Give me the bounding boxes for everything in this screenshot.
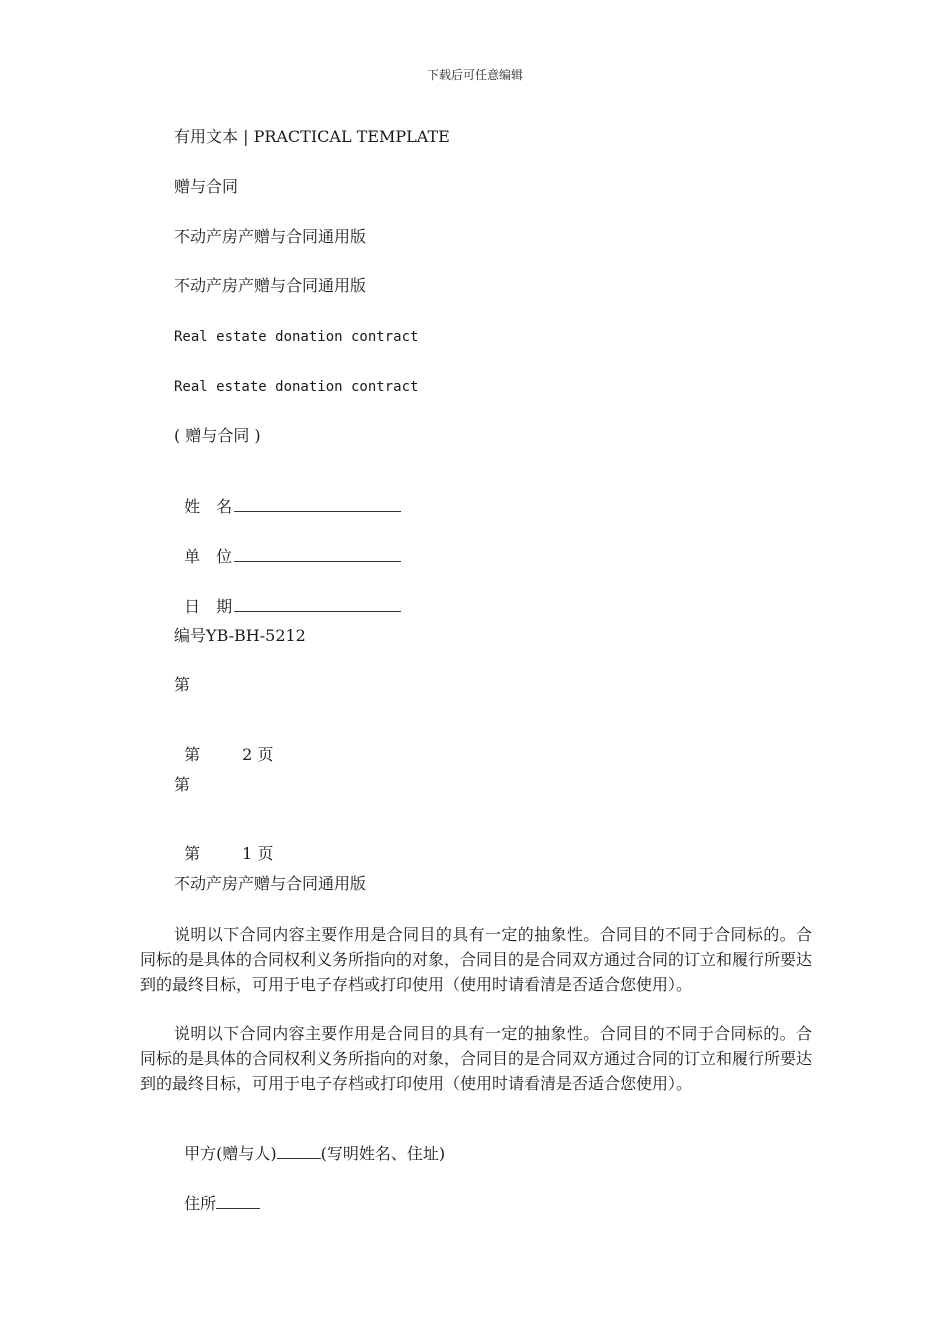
category-line: 有用文本 | PRACTICAL TEMPLATE [174, 127, 450, 146]
party-a-blank[interactable] [277, 1143, 321, 1159]
page-marker-2-number: 2 页 [242, 745, 274, 764]
section-title: 不动产房产赠与合同通用版 [174, 874, 367, 893]
title-cn-2: 不动产房产赠与合同通用版 [174, 276, 367, 295]
residence-label: 住所 [184, 1194, 217, 1213]
residence-line [174, 1173, 260, 1214]
serial-number: 编号YB-BH-5212 [174, 626, 306, 645]
party-a-note: (写明姓名、住址) [320, 1144, 446, 1163]
field-name-blank[interactable] [234, 496, 401, 512]
field-name [174, 476, 401, 517]
page-marker-1: 第 [174, 675, 191, 694]
party-a-line [174, 1123, 445, 1164]
field-date-blank[interactable] [234, 596, 401, 612]
field-date-label: 日 期 [184, 597, 233, 616]
page-marker-2-word: 第 [184, 745, 201, 764]
residence-blank[interactable] [216, 1193, 260, 1209]
field-unit-blank[interactable] [234, 546, 401, 562]
page-marker-3: 第 [174, 775, 191, 794]
subtitle: ( 赠与合同 ) [174, 426, 261, 445]
field-name-label: 姓 名 [184, 497, 233, 516]
page-marker-2 [174, 725, 273, 765]
title-cn-1: 不动产房产赠与合同通用版 [174, 227, 367, 246]
party-a-label: 甲方(赠与人) [184, 1144, 277, 1163]
description-paragraph-2: 说明以下合同内容主要作用是合同目的具有一定的抽象性。合同目的不同于合同标的。合同标的是具体的合同权利义务所指向的对象，合同目的是合同双方通过合同的订立和履行所要达到的最终目标，可用于电子存档或打印使用（使用时请看清是否适合您使用）。 [140, 1024, 813, 1093]
page-marker-4-number: 1 页 [242, 844, 274, 863]
doc-type: 赠与合同 [174, 177, 239, 196]
description-paragraph-1: 说明以下合同内容主要作用是合同目的具有一定的抽象性。合同目的不同于合同标的。合同标的是具体的合同权利义务所指向的对象，合同目的是合同双方通过合同的订立和履行所要达到的最终目标，可用于电子存档或打印使用（使用时请看清是否适合您使用）。 [140, 925, 813, 994]
field-date [174, 576, 401, 617]
header-note: 下载后可任意编辑 [426, 68, 523, 82]
page-marker-4-word: 第 [184, 844, 201, 863]
field-unit [174, 526, 401, 567]
page-marker-4 [174, 824, 273, 864]
title-en-2: Real estate donation contract [174, 379, 419, 395]
field-unit-label: 单 位 [184, 547, 233, 566]
title-en-1: Real estate donation contract [174, 329, 419, 345]
